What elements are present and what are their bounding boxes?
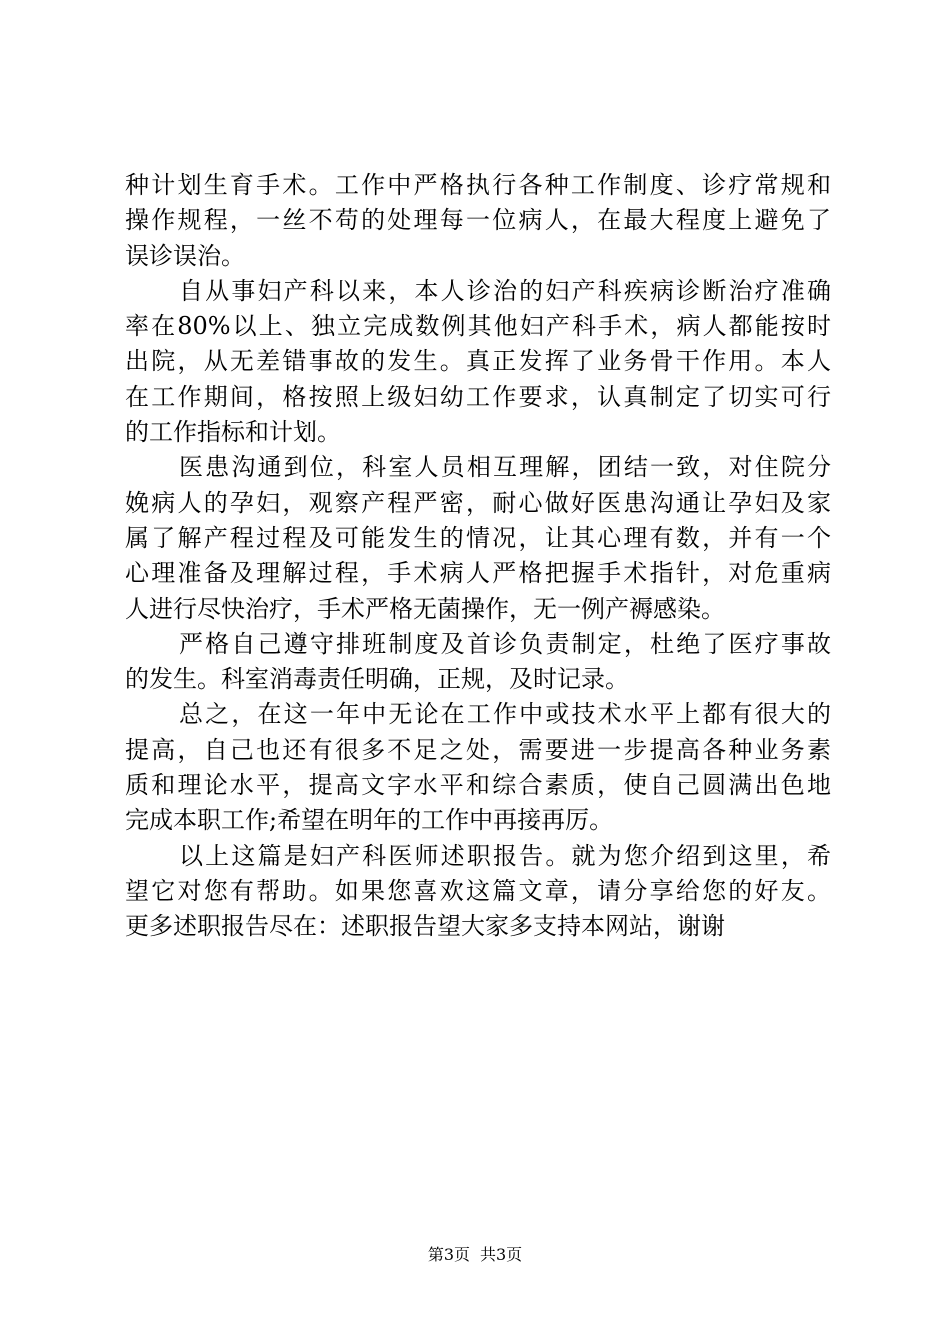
text-line: 自从事妇产科以来，本人诊治的妇产科疾病诊断治疗准确 <box>179 276 831 305</box>
text-line: 望它对您有帮助。如果您喜欢这篇文章，请分享给您的好友。 <box>125 876 831 905</box>
page-number: 第3页 <box>427 1245 470 1264</box>
text-line: 出院，从无差错事故的发生。真正发挥了业务骨干作用。本人 <box>125 347 831 376</box>
text-line: 人进行尽快治疗，手术严格无菌操作，无一例产褥感染。 <box>125 594 725 623</box>
text-line: 的发生。科室消毒责任明确，正规，及时记录。 <box>125 665 629 694</box>
text-line: 的工作指标和计划。 <box>125 418 341 447</box>
text-line: 种计划生育手术。工作中严格执行各种工作制度、诊疗常规和 <box>125 171 831 199</box>
text-line: 严格自己遵守排班制度及首诊负责制定，杜绝了医疗事故 <box>179 629 831 658</box>
text-line: 总之，在这一年中无论在工作中或技术水平上都有很大的 <box>179 700 831 729</box>
text-line: 娩病人的孕妇，观察产程严密，耐心做好医患沟通让孕妇及家 <box>125 488 831 517</box>
page-total: 共3页 <box>480 1245 523 1264</box>
text-line: 以上这篇是妇产科医师述职报告。就为您介绍到这里，希 <box>179 841 831 870</box>
text-line: 医患沟通到位，科室人员相互理解，团结一致，对住院分 <box>179 453 831 482</box>
text-line: 在工作期间，格按照上级妇幼工作要求，认真制定了切实可行 <box>125 382 831 411</box>
text-line: 更多述职报告尽在：述职报告望大家多支持本网站，谢谢 <box>125 912 725 941</box>
text-line: 误诊误治。 <box>125 241 245 270</box>
document-body <box>125 168 831 945</box>
text-line: 操作规程，一丝不苟的处理每一位病人，在最大程度上避免了 <box>125 206 831 235</box>
text-line: 属了解产程过程及可能发生的情况，让其心理有数，并有一个 <box>125 523 831 552</box>
page-footer <box>0 1245 950 1265</box>
text-line: 完成本职工作;希望在明年的工作中再接再厉。 <box>125 806 614 835</box>
text-line: 质和理论水平，提高文字水平和综合素质，使自己圆满出色地 <box>125 771 831 800</box>
text-line: 提高，自己也还有很多不足之处，需要进一步提高各种业务素 <box>125 735 831 764</box>
text-line: 心理准备及理解过程，手术病人严格把握手术指针，对危重病 <box>125 559 831 588</box>
text-line: 率在80%以上、独立完成数例其他妇产科手术，病人都能按时 <box>125 312 831 341</box>
